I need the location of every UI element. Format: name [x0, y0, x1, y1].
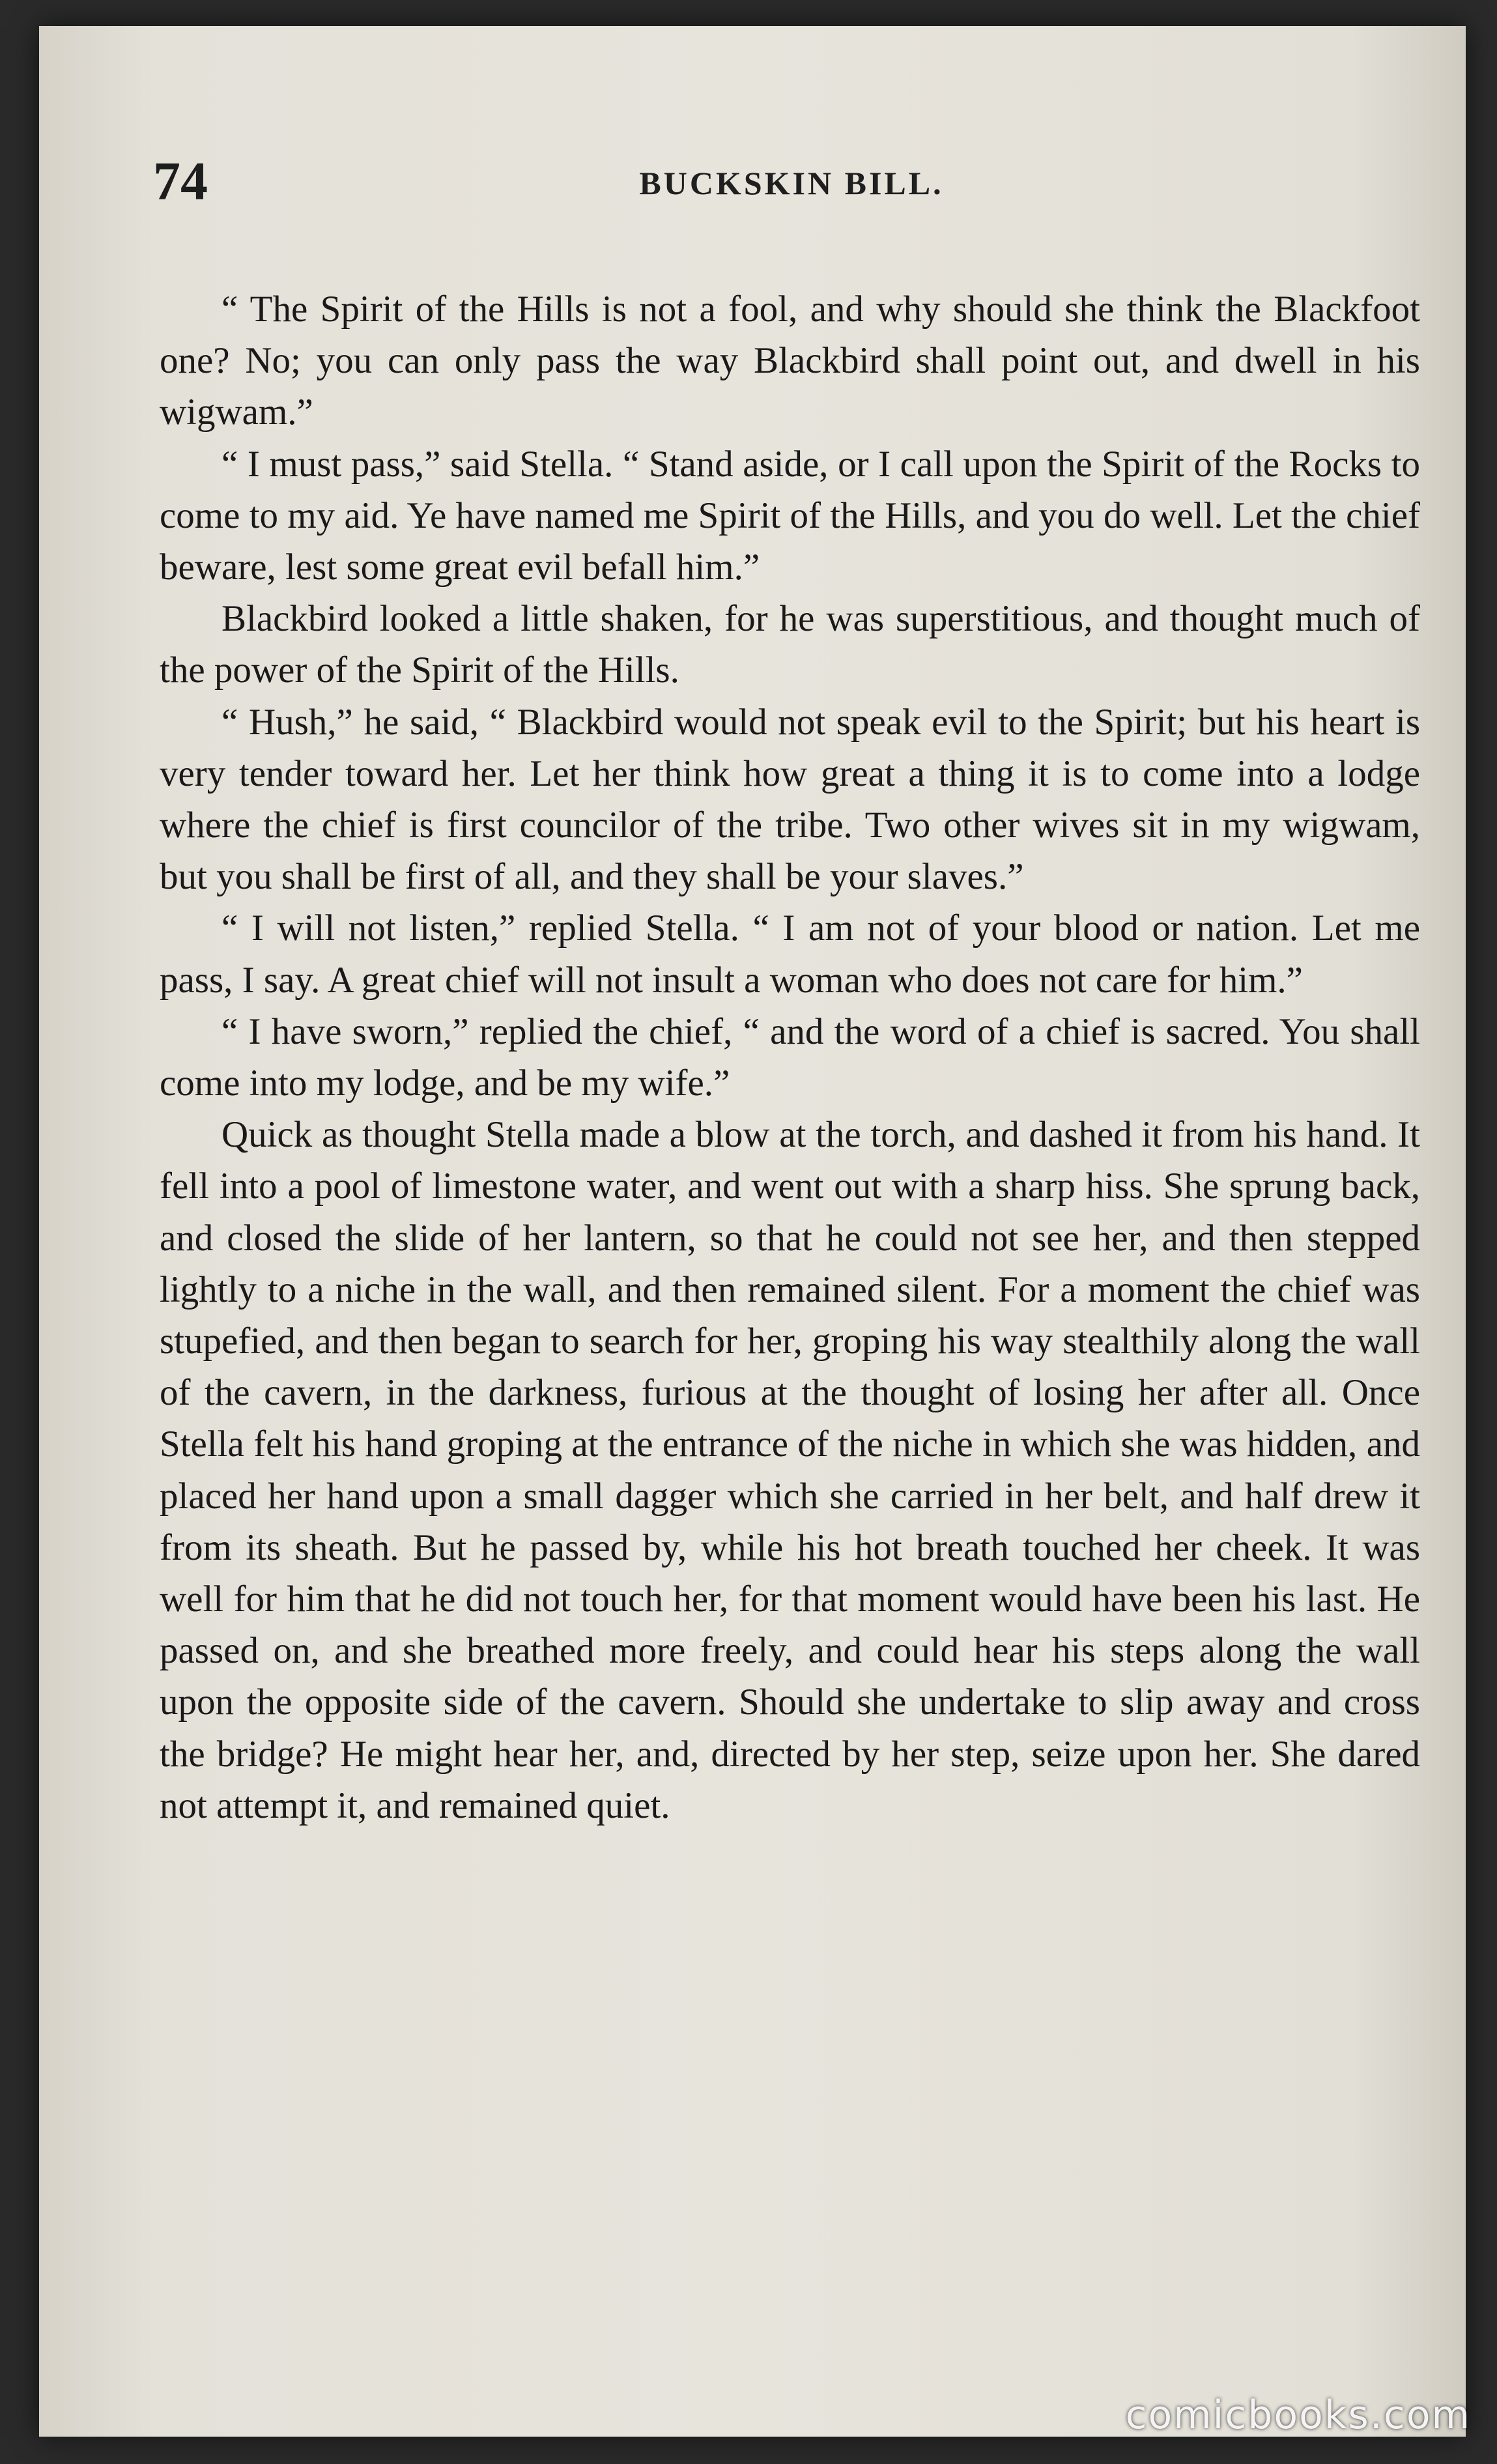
body-text	[160, 283, 1420, 1831]
paragraph: “ I will not listen,” replied Stella. “ I am not of your blood or nation. Let me pass, I say. A great chief will not insult a woman who does not care for him.”	[160, 908, 1420, 1001]
paragraph: “ Hush,” he said, “ Blackbird would not speak evil to the Spirit; but his heart is very tender toward her. Let her think how great a thing it is to come into a lodge where the chief is first councilor of the tribe. Two other wives sit in my wigwam, but you shall be first of all, and they shall be your slaves.”	[160, 701, 1420, 898]
page-header	[153, 150, 1430, 222]
running-title: BUCKSKIN BILL.	[639, 165, 944, 201]
book-page	[39, 26, 1466, 2437]
paragraph: “ I have sworn,” replied the chief, “ and the word of a chief is sacred. You shall come into my lodge, and be my wife.”	[160, 1010, 1420, 1104]
paragraph: Blackbird looked a little shaken, for he was superstitious, and thought much of the power of the Spirit of the Hills.	[160, 598, 1420, 691]
paragraph: Quick as thought Stella made a blow at the torch, and dashed it from his hand. It fell into a pool of limestone water, and went out with a sharp hiss. She sprung back, and closed the slide of her lantern, so that he could not see her, and then stepped lightly to a niche in the wall, and then remained silent. For a moment the chief was stupefied, and then began to search for her, groping his way stealthily along the wall of the cavern, in the darkness, furious at the thought of losing her after all. Once Stella felt his hand groping at the entrance of the niche in which she was hidden, and placed her hand upon a small dagger which she carried in her belt, and half drew it from its sheath. But he passed by, while his hot breath touched her cheek. It was well for him that he did not touch her, for that moment would have been his last. He passed on, and she breathed more freely, and could hear his steps along the wall upon the opposite side of the cavern. Should she undertake to slip away and cross the bridge? He might hear her, and, directed by her step, seize upon her. She dared not attempt it, and remained quiet.	[160, 1114, 1420, 1826]
paragraph: “ I must pass,” said Stella. “ Stand aside, or I call upon the Spirit of the Rocks to come to my aid. Ye have named me Spirit of the Hills, and you do well. Let the chief beware, lest some great evil befall him.”	[160, 443, 1420, 588]
paragraph: “ The Spirit of the Hills is not a fool, and why should she think the Blackfoot one? No; you can only pass the way Blackbird shall point out, and dwell in his wigwam.”	[160, 289, 1420, 433]
watermark: comicbooks.com	[1125, 2392, 1471, 2438]
page-number: 74	[153, 151, 208, 212]
